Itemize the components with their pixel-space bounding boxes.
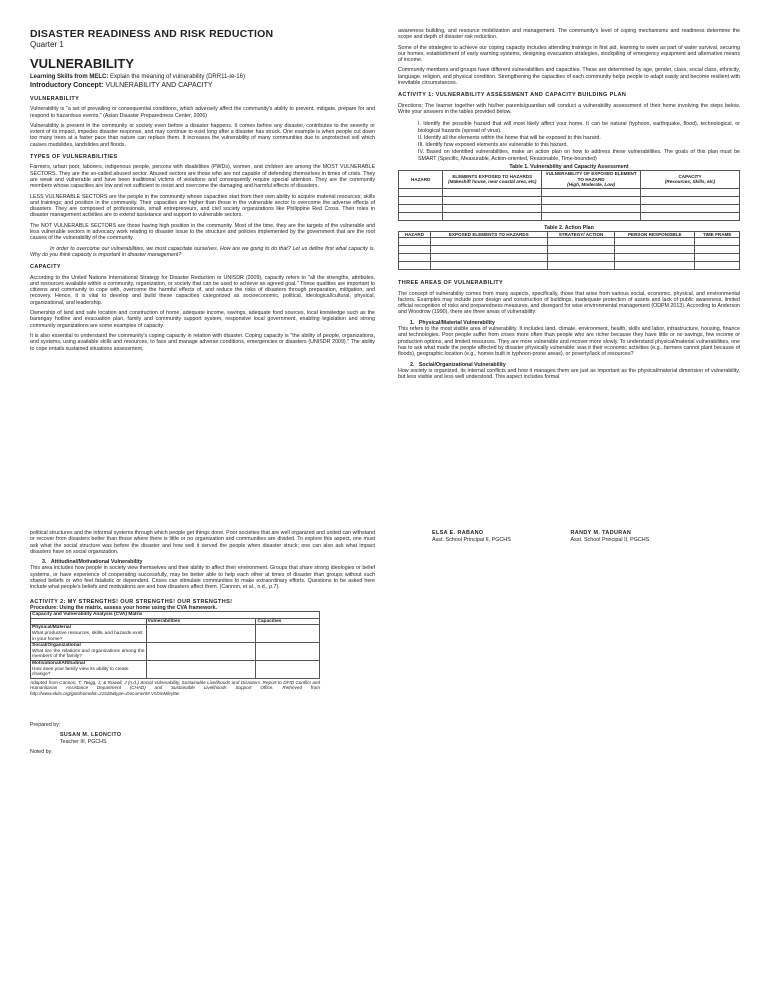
paragraph: According to the United Nations International Strategy for Disaster Reduction or UNISDR (2009), capacity refers to "all the strengths, attributes, and resources available within a community, organization, or society that can be used to achieve an agreed goal." These qualities are important to citizens and community to cope with, overcome the harmful effects of, and reduce the risks of disasters through preparation, mitigation, and recovery. Hence, it is vital to develop and build these capacities categorized as socioeconomic, political, ideological/cultural, physical, organizational, and leadership.	[30, 274, 375, 306]
table-row	[399, 196, 740, 204]
table2-header-elements: EXPOSED ELEMENTS TO HAZARDS	[430, 231, 547, 237]
paragraph: It is also essential to understand the community's coping capacity in relation with disaster. Coping capacity is "the ability of people, organizations, and systems, using available skills and resources, to face and manage adverse conditions, emergencies or disasters (UNISDR 2009)." The ability to cope entails sustained situations assessment,	[30, 332, 375, 352]
table1-caption: Table 1. Vulnerability and Capacity Assessment	[509, 164, 629, 171]
signatory-name: ELSA E. RABANO	[432, 530, 484, 536]
table-cell[interactable]	[695, 254, 740, 262]
prepared-by-name: SUSAN M. LEONCITO	[60, 732, 122, 739]
table-cell[interactable]	[399, 188, 443, 196]
paragraph: Vulnerability is "a set of prevailing or consequential conditions, which adversely affect the community's ability to prevent, mitigate, prepare for and respond to hazardous events." (Asian Disaster Preparedness Center, 2006)	[30, 106, 375, 119]
quarter-label: Quarter 1	[30, 40, 64, 49]
topic-heading: VULNERABILITY	[30, 56, 134, 71]
table-cell[interactable]	[256, 643, 320, 661]
vulnerability-capacity-table	[398, 170, 740, 220]
signatory-name: RANDY M. TADURAN	[570, 530, 632, 536]
signatory	[432, 530, 569, 544]
table-cell[interactable]	[430, 254, 547, 262]
signatory	[570, 530, 730, 544]
intro-label: Introductory Concept:	[30, 82, 104, 89]
learning-skills	[30, 73, 375, 81]
table-cell[interactable]	[146, 661, 256, 679]
table-cell[interactable]	[146, 643, 256, 661]
paragraph: Community members and groups have different vulnerabilities and capacities. These are determined by age, gender, class, social class, ethnicity, language, religion, and physical condition. Strengthening the capacities of each community helps people to adapt easily and become resilient with inevitable circumstances.	[398, 67, 740, 87]
table-row	[399, 188, 740, 196]
signatory-title: Asst. School Principal II, PGCHS	[570, 537, 650, 543]
cva-header-capacities: Capacities	[256, 618, 320, 625]
table-cell[interactable]	[146, 625, 256, 643]
table-cell[interactable]	[443, 188, 542, 196]
area2-title: 2. Social/Organizational Vulnerability	[410, 361, 506, 368]
table-cell[interactable]	[615, 238, 695, 246]
table-cell[interactable]	[695, 262, 740, 270]
table-row	[399, 254, 740, 262]
table-cell[interactable]	[430, 246, 547, 254]
table-cell[interactable]	[443, 212, 542, 220]
table1-header-elements: ELEMENTS EXPOSED TO HAZARDS (Makeshift house, near coastal area, etc)	[443, 171, 542, 188]
introductory-concept	[30, 81, 375, 90]
table2-header-timeframe: TIME FRAME	[695, 231, 740, 237]
paragraph: Farmers, urban poor, laborers, indigenous people, persons with disabilities (PWDs), women, and children are among the MOST VULNERABLE SECTORS. They are the so-called abused sector. Abused sectors are those who are not capable of defending themselves in times of crisis. They are weak and vulnerable and have been traditional victims of violations and consequently require special attention. They are the community members whose capacities are low and not sufficient to resist and overcome the damaging and harmful effects of disasters.	[30, 164, 375, 190]
table1-header-hazard: HAZARD	[399, 171, 443, 188]
table-cell[interactable]	[547, 254, 614, 262]
table-cell[interactable]	[399, 238, 431, 246]
guiding-question: In order to overcome our vulnerabilities, we must capacitate ourselves. How are we going to do that? Let us define first what capacity is. Why do you think capacity is important in disaster management?	[30, 245, 375, 258]
table-cell[interactable]	[695, 246, 740, 254]
area1-text: This refers to the most visible area of vulnerability. It includes land, climate, environment, health, skills and labor, infrastructure, housing, finance and technologies. Poor people suffer from crises more often than people who are richer because they have little or no savings, few income or production options, and limited resources. They are more vulnerable and recover more slowly. To understand physical/material vulnerabilities, one has to ask what made the people affected by disaster physically vulnerable: was it their economic activities (e.g., farmers cannot plant because of floods), geographic location (e.g., homes built in typhoon-prone areas), or poverty/lack of resources?	[398, 326, 740, 358]
table-cell[interactable]	[399, 246, 431, 254]
activity2-procedure: Procedure: Using the matrix, assess your home using the CVA framework.	[30, 604, 217, 611]
paragraph: The NOT VULNERABLE SECTORS are those having high position in the community. Most of the time, they are the targets of the vulnerable and less vulnerable sectors in advocacy work relating to disaster issue to the structure and policies implemented by the government that are the root causes of the vulnerability of the community.	[30, 222, 375, 242]
table-cell[interactable]	[399, 204, 443, 212]
table-cell[interactable]	[542, 196, 641, 204]
cva-matrix-table	[30, 611, 320, 679]
prepared-by-signature	[60, 732, 375, 745]
table-cell[interactable]	[542, 204, 641, 212]
cva-header-vulnerabilities: Vulnerabilities	[146, 618, 256, 625]
table-cell	[31, 618, 147, 625]
area2-text: How society is organized, its internal conflicts and how it manages them are just as important as the physical/material dimension of vulnerability, but less visible and less well understood. This aspect includes formal	[398, 367, 740, 381]
table-row	[399, 246, 740, 254]
cva-row-label: Motivational/Attitudinal How does your family view its ability to create change?	[31, 661, 147, 679]
table-cell[interactable]	[430, 238, 547, 246]
table-row	[399, 262, 740, 270]
table-cell[interactable]	[615, 254, 695, 262]
table-cell[interactable]	[695, 238, 740, 246]
cva-citation: Adapted from Cannon, T, Twigg, J, & Rowell, J (n.d.) Social Vulnerability, Sustainable Livelihoods and Disasters. Report to DFID Conflict and Humanitarian Assistance Department (CHAD) and Sustainable Livelihoods Support Office. Retrieved from http://www.ekits.org/gotohomebit=21528&type=Document#.VsDmMleyttw	[30, 679, 320, 696]
cva-row-label: Social/Organizational What are the relations and organizations among the members of the family?	[32, 643, 145, 660]
section-heading-types: TYPES OF VULNERABILITIES	[30, 154, 118, 161]
prepared-by-title: Teacher III, PGCHS	[60, 738, 107, 745]
three-areas-heading: THREE AREAS OF VULNERABILITY	[398, 280, 504, 287]
table-cell[interactable]	[547, 238, 614, 246]
table-cell[interactable]	[399, 254, 431, 262]
table-cell[interactable]	[256, 625, 320, 643]
table-cell[interactable]	[542, 212, 641, 220]
prepared-by-label: Prepared by:	[30, 722, 61, 729]
table-cell[interactable]	[542, 188, 641, 196]
table-cell[interactable]	[615, 246, 695, 254]
learning-skills-text: Explain the meaning of vulnerability	[110, 74, 205, 80]
table-cell[interactable]	[641, 188, 740, 196]
table2-header-person: PERSON RESPONSIBLE	[615, 231, 695, 237]
paragraph: Ownership of land and safe location and construction of home, adequate income, savings, adequate food sources, local knowledge such as the barangay hotline and evacuation plan, family and community support system, responsive local government, enabling legislation and strong community organizations are some examples of capacity.	[30, 310, 375, 329]
table-row	[31, 643, 320, 661]
table-cell[interactable]	[641, 204, 740, 212]
table-cell[interactable]	[399, 262, 431, 270]
cva-row-label: Physical/Material What productive resources, skills, and hazards exist in your home?	[31, 625, 147, 643]
activity1-steps	[398, 121, 740, 162]
learning-skills-label: Learning Skills from MELC:	[30, 74, 109, 80]
left-column	[30, 28, 375, 356]
activity1-directions: Directions: The learner together with his/her parents/guardian will conduct a vulnerability assessment of their home involving the steps below. Write your answers in the tables provided below.	[398, 102, 740, 115]
signatories	[432, 530, 752, 544]
activity1-heading: ACTIVITY 1: VULNERABILITY ASSESSMENT AND CAPACITY BUILDING PLAN	[398, 92, 627, 99]
table-row	[31, 661, 320, 679]
table1-header-vulnerability: VULNERABILITY OF EXPOSED ELEMENT TO HAZARD (High, Moderate, Low)	[542, 171, 641, 188]
paragraph: political structures and the informal systems through which people get things done. Poor societies that are well organized and united can withstand or recover from disasters better than those where there is little or no organization and communities are divided. To explore this aspect, one must ask what the social structure was before the disaster and how well it served the people when disaster struck; one can also ask what impact disasters have on social organization.	[30, 530, 375, 555]
table-row	[399, 212, 740, 220]
area1-title: 1. Physical/Material Vulnerability	[410, 319, 495, 326]
table-cell[interactable]	[443, 204, 542, 212]
table2-caption: Table 2. Action Plan	[544, 224, 594, 231]
paragraph: LESS VULNERABLE SECTORS are the people in the community whose capacities start from their own ability to acquire material resources; skills and trainings; and position in the community. Their capacities are higher than those in the vulnerable sector to overcome the adverse effects of disasters. They are composed of professionals, small entrepreneurs, and civil society organizations like Philippine Red Cross. Their roles in disaster management activities are to extend assistance and support to vulnerable sectors.	[30, 193, 375, 219]
document-title: DISASTER READINESS AND RISK REDUCTION	[30, 28, 274, 40]
activity1-step: III. Identify how exposed elements are vulnerable to this hazard.	[418, 142, 568, 149]
table1-header-capacity: CAPACITY (Resources, Skills, etc)	[641, 171, 740, 188]
table-cell[interactable]	[641, 212, 740, 220]
learning-skills-code: (DRR11-Ie-16)	[206, 74, 245, 80]
table-cell[interactable]	[443, 196, 542, 204]
area3-title: 3. Attitudinal/Motivational Vulnerability	[42, 559, 143, 566]
activity2-heading: ACTIVITY 2: MY STRENGTHS! OUR STRENGTHS! OUR STRENGTHS!	[30, 598, 233, 605]
activity1-step: I. Identify the possible hazard that will most likely affect your home. It can be natural (typhoon, earthquake, flood), technological, or biological hazards (spread of virus).	[418, 121, 740, 134]
table-cell[interactable]	[615, 262, 695, 270]
action-plan-table	[398, 231, 740, 270]
table2-header-hazard: HAZARD	[399, 231, 431, 237]
activity1-step: II. Identify all the elements within the home that will be exposed to this hazard.	[418, 134, 601, 141]
signatory-title: Asst. School Principal II, PGCHS	[432, 537, 511, 543]
paragraph: Some of the strategies to achieve our coping capacity includes attending trainings in first aid, learning to swim as part of water survival, securing our homes, establishment of early warning systems, designing evacuation strategies, stockpiling of emergency equipment and alternative means of income.	[398, 44, 740, 64]
table-cell[interactable]	[641, 196, 740, 204]
right-column	[398, 28, 740, 384]
noted-by-label: Noted by:	[30, 748, 53, 755]
paragraph: The concept of vulnerability comes from many aspects, specifically, those that arise from various social, economic, physical, and environmental factors. Examples may include poor design and construction of buildings, inadequate protection of assets and lack of public awareness, limited official recognition of risks and preparedness measures, and disregard for wise environmental management (ODPM 2013). According to Anderson and Woodrow (1990), there are three areas of vulnerability:	[398, 290, 740, 316]
table-row	[399, 204, 740, 212]
table-cell[interactable]	[399, 212, 443, 220]
table-cell[interactable]	[547, 262, 614, 270]
table2-header-strategy: STRATEGY/ ACTION	[547, 231, 614, 237]
table-row	[399, 238, 740, 246]
bottom-left-column	[30, 530, 375, 755]
table-cell[interactable]	[399, 196, 443, 204]
activity1-step: IV. Based on identified vulnerabilities, make an action plan on how to address these vulnerabilities. The goals of this plan must be SMART (Specific, Measurable, Action-oriented, Reasonable, Time-bounded)	[418, 149, 740, 162]
paragraph: Vulnerability is present in the community or society even before a disaster happens. It comes before any disaster, contributes to the severity or extent of its impact, impedes disaster response, and may continue to exist long after a disaster has struck. One example is when people cut down too many trees at a faster pace than nature can replace them. It increases the vulnerability of many communities due to unprotected soil which causes mudslides, landslides and floods.	[30, 122, 375, 148]
cva-matrix-title: Capacity and Vulnerability Analysis (CVA) Matrix	[31, 612, 320, 619]
section-heading-capacity: CAPACITY	[30, 264, 61, 271]
table-cell[interactable]	[547, 246, 614, 254]
area3-text: This area includes how people in society view themselves and their ability to affect their environment. Groups that share strong ideologies or belief systems, or have experience of cooperating successfully, may be better able to help each other at times of disaster than groups without such shared beliefs or who feel fatalistic or dependent. Crises can stimulate communities to make extraordinary efforts. Questions to be asked here include what people's beliefs and motivations are and how disasters affect them. (Cannon, et al., n.d., p.7).	[30, 565, 375, 591]
section-heading-vulnerability: VULNERABILITY	[30, 96, 80, 102]
table-cell[interactable]	[430, 262, 547, 270]
intro-text: VULNERABILITY AND CAPACITY	[105, 82, 213, 89]
table-row	[31, 625, 320, 643]
table-cell[interactable]	[256, 661, 320, 679]
paragraph: awareness building, and resource mobilization and management. The community's level of coping mechanisms and readiness determine the scope and depth of disaster risk reduction.	[398, 28, 740, 41]
